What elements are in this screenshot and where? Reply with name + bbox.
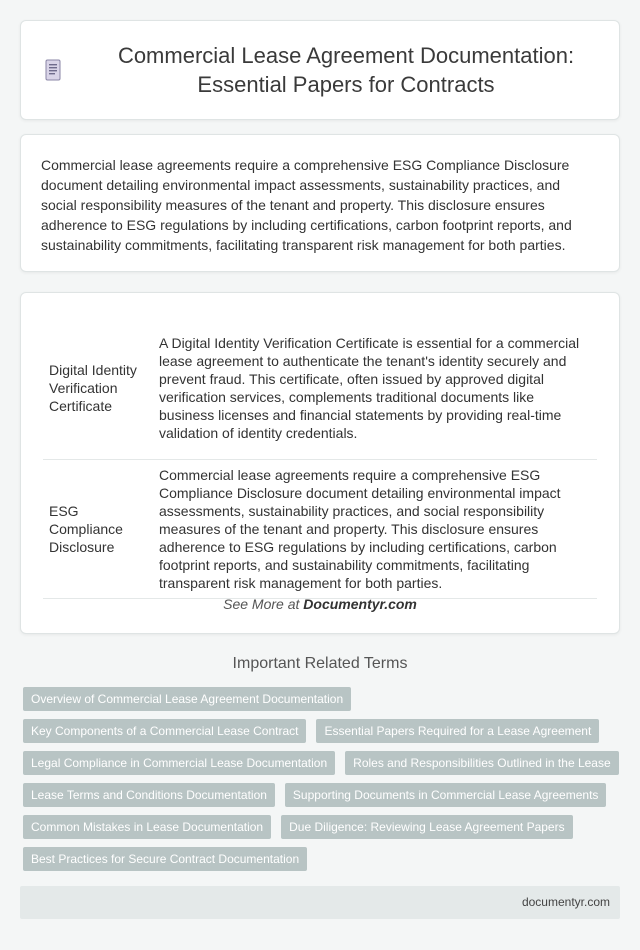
footer-site[interactable]: documentyr.com bbox=[521, 895, 610, 909]
table-term: ESG Compliance Disclosure bbox=[49, 502, 123, 555]
related-term-tag[interactable]: Roles and Responsibilities Outlined in the Lease bbox=[345, 751, 619, 775]
page-title: Commercial Lease Agreement Documentation: Essential Papers for Contracts bbox=[117, 43, 575, 97]
table-description: Commercial lease agreements require a comprehensive ESG Compliance Disclosure document detailing environmental impact assessments, sustainability practices, and social responsibility measures of the tenant and property. This disclosure ensures adherence to ESG regulations by including certifications, carbon footprint reports, and sustainability commitments, facilitating transparent risk management for both parties. bbox=[159, 466, 561, 591]
header-card bbox=[20, 20, 620, 120]
related-term-tag[interactable]: Due Diligence: Reviewing Lease Agreement Papers bbox=[281, 815, 573, 839]
intro-card bbox=[20, 134, 620, 272]
documents-table bbox=[43, 318, 597, 599]
documents-table-card bbox=[20, 292, 620, 634]
table-description: A Digital Identity Verification Certificate is essential for a commercial lease agreement to authenticate the tenant's identity securely and prevent fraud. This certificate, often issued by approved digital verification services, complements traditional documents like business licenses and financial statements by providing real-time validation of identity credentials. bbox=[159, 335, 580, 442]
related-terms-list bbox=[23, 687, 623, 879]
related-term-tag[interactable]: Supporting Documents in Commercial Lease Agreements bbox=[285, 783, 606, 807]
table-row bbox=[43, 459, 597, 598]
related-term-tag[interactable]: Essential Papers Required for a Lease Agreement bbox=[316, 719, 599, 743]
related-term-tag[interactable]: Key Components of a Commercial Lease Contract bbox=[23, 719, 306, 743]
footer bbox=[20, 886, 620, 919]
see-more-site: Documentyr.com bbox=[303, 596, 417, 612]
related-term-tag[interactable]: Best Practices for Secure Contract Documentation bbox=[23, 847, 307, 871]
related-term-tag[interactable]: Overview of Commercial Lease Agreement Documentation bbox=[23, 687, 351, 711]
see-more-link[interactable] bbox=[21, 596, 619, 612]
related-term-tag[interactable]: Lease Terms and Conditions Documentation bbox=[23, 783, 275, 807]
related-term-tag[interactable]: Common Mistakes in Lease Documentation bbox=[23, 815, 271, 839]
intro-text: Commercial lease agreements require a comprehensive ESG Compliance Disclosure document detailing environmental impact assessments, sustainability practices, and social responsibility measures of the tenant and property. This disclosure ensures adherence to ESG regulations by including certifications, carbon footprint reports, and sustainability commitments, facilitating transparent risk management for both parties. bbox=[41, 157, 572, 253]
table-term: Digital Identity Verification Certificate bbox=[49, 362, 137, 415]
see-more-prefix: See More at bbox=[223, 596, 304, 612]
related-term-tag[interactable]: Legal Compliance in Commercial Lease Documentation bbox=[23, 751, 335, 775]
table-row bbox=[43, 318, 597, 459]
related-terms-title: Important Related Terms bbox=[232, 655, 408, 672]
document-icon bbox=[41, 58, 65, 82]
